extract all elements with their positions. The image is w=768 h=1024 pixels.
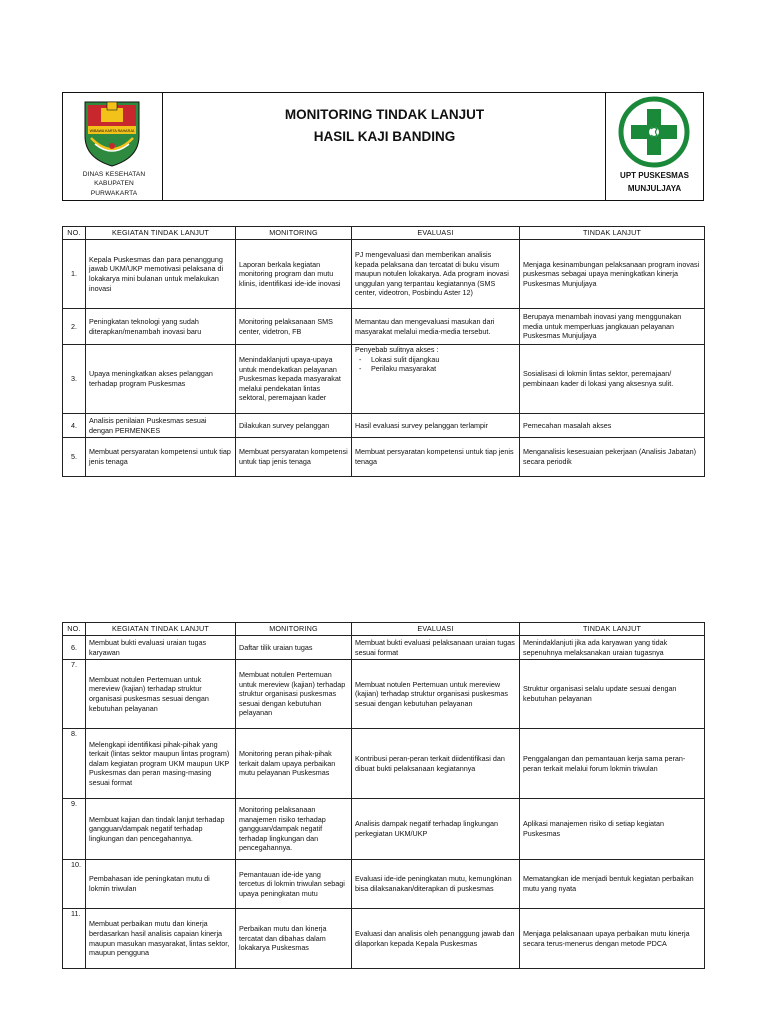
monitoring-table-1 <box>62 226 705 477</box>
table-row <box>63 438 705 477</box>
row-monitoring: Laporan berkala kegiatan monitoring program dan mutu klinis, identifikasi ide-ide inovasi <box>236 240 352 309</box>
row-kegiatan: Upaya meningkatkan akses pelanggan terhadap program Puskesmas <box>86 345 236 414</box>
monitoring-table-2 <box>62 622 705 969</box>
row-tindak: Pemecahan masalah akses <box>520 414 705 438</box>
puskesmas-cross-icon <box>618 96 690 168</box>
col-header-no: NO. <box>63 623 86 636</box>
table-header-row <box>63 227 705 240</box>
row-tindak: Mematangkan ide menjadi bentuk kegiatan perbaikan mutu yang nyata <box>520 860 705 909</box>
col-header-no: NO. <box>63 227 86 240</box>
row-kegiatan: Membuat kajian dan tindak lanjut terhadap gangguan/dampak negatif terhadap lingkungan dan pencegahannya. <box>86 799 236 860</box>
right-logo-box <box>605 93 703 200</box>
row-monitoring: Dilakukan survey pelanggan <box>236 414 352 438</box>
row-evaluasi: Evaluasi dan analisis oleh penanggung jawab dan dilaporkan kepada Kepala Puskesmas <box>352 909 520 969</box>
row-tindak: Aplikasi manajemen risiko di setiap kegiatan Puskesmas <box>520 799 705 860</box>
row-monitoring: Monitoring pelaksanaan SMS center, videtron, FB <box>236 309 352 345</box>
col-header-monitoring: MONITORING <box>236 227 352 240</box>
row-kegiatan: Peningkatan teknologi yang sudah diterapkan/menambah inovasi baru <box>86 309 236 345</box>
row-monitoring: Monitoring peran pihak-pihak terkait dalam upaya perbaikan mutu pelayanan Puskesmas <box>236 729 352 799</box>
row-no: 4. <box>63 414 86 438</box>
table-row <box>63 860 705 909</box>
row-no: 2. <box>63 309 86 345</box>
table-row <box>63 909 705 969</box>
title-area <box>162 93 607 200</box>
row-no: 1. <box>63 240 86 309</box>
list-item: - Perilaku masyarakat <box>355 364 516 374</box>
right-org-line: MUNJULJAYA <box>627 184 682 193</box>
row-evaluasi: Membuat notulen Pertemuan untuk mereview (kajian) terhadap struktur organisasi puskesmas sesuai dengan kebutuhan pelayanan <box>352 660 520 729</box>
row-no: 9. <box>63 799 86 860</box>
left-org-line: KABUPATEN <box>94 180 134 188</box>
row-evaluasi: Analisis dampak negatif terhadap lingkungan perkegiatan UKM/UKP <box>352 799 520 860</box>
row-monitoring: Perbaikan mutu dan kinerja tercatat dan dibahas dalam lokakarya Puskesmas <box>236 909 352 969</box>
row-evaluasi: Kontribusi peran-peran terkait diidentifikasi dan dibuat bukti pelaksanaan kegiatannya <box>352 729 520 799</box>
table-row <box>63 414 705 438</box>
row-tindak: Menjaga pelaksanaan upaya perbaikan mutu kinerja secara terus-menerus dengan metode PDCA <box>520 909 705 969</box>
row-tindak: Struktur organisasi selalu update sesuai dengan kebutuhan pelayanan <box>520 660 705 729</box>
evaluasi-intro: Penyebab sulitnya akses : <box>355 345 439 354</box>
col-header-monitoring: MONITORING <box>236 623 352 636</box>
row-monitoring: Menindaklanjuti upaya-upaya untuk mendekatkan pelayanan Puskesmas kepada masyarakat melalui pendekatan lintas sektoral, peremajaan kader <box>236 345 352 414</box>
row-kegiatan: Membuat perbaikan mutu dan kinerja berdasarkan hasil analisis capaian kinerja maupun masukan masyarakat, lintas sektor, maupun pengguna <box>86 909 236 969</box>
table-row <box>63 660 705 729</box>
row-no: 7. <box>63 660 86 729</box>
row-monitoring: Pemantauan ide-ide yang tercetus di lokmin triwulan sebagi upaya peningkatan mutu <box>236 860 352 909</box>
row-evaluasi: Membuat bukti evaluasi pelaksanaan uraian tugas sesuai format <box>352 636 520 660</box>
table-row <box>63 240 705 309</box>
page-subtitle: HASIL KAJI BANDING <box>313 129 456 144</box>
row-kegiatan: Analisis penilaian Puskesmas sesuai dengan PERMENKES <box>86 414 236 438</box>
row-monitoring: Monitoring pelaksanaan manajemen risiko terhadap gangguan/dampak negatif terhadap lingkungan dan pencegahannya. <box>236 799 352 860</box>
row-no: 10. <box>63 860 86 909</box>
left-org-caption <box>69 170 159 198</box>
row-no: 11. <box>63 909 86 969</box>
row-kegiatan: Pembahasan ide peningkatan mutu di lokmin triwulan <box>86 860 236 909</box>
left-org-line: DINAS KESEHATAN <box>82 171 146 178</box>
row-evaluasi: Evaluasi ide-ide peningkatan mutu, kemungkinan bisa dilaksanakan/diterapkan di puskesmas <box>352 860 520 909</box>
row-tindak: Menindaklanjuti jika ada karyawan yang tidak sepenuhnya melaksanakan uraian tugasnya <box>520 636 705 660</box>
row-tindak: Penggalangan dan pemantauan kerja sama peran-peran terkait melalui forum lokmin triwulan <box>520 729 705 799</box>
col-header-evaluasi: EVALUASI <box>352 227 520 240</box>
row-tindak: Berupaya menambah inovasi yang menggunakan media untuk memperluas jangkauan pelayanan Puskesmas Munjuljaya <box>520 309 705 345</box>
row-kegiatan: Membuat persyaratan kompetensi untuk tiap jenis tenaga <box>86 438 236 477</box>
table-row <box>63 345 705 414</box>
right-org-caption <box>606 169 703 195</box>
row-tindak: Menjaga kesinambungan pelaksanaan program inovasi puskesmas sebagai upaya meningkatkan kinerja Puskesmas Munjuljaya <box>520 240 705 309</box>
row-evaluasi: PJ mengevaluasi dan memberikan analisis kepada pelaksana dan tercatat di buku visum maupun notulen lokakarya. Ada program inovasi unggulan yang terpantau kegiatannya (SMS center, videotron, Posbindu Aster 12) <box>352 240 520 309</box>
row-evaluasi: Membuat persyaratan kompetensi untuk tiap jenis tenaga <box>352 438 520 477</box>
col-header-kegiatan: KEGIATAN TINDAK LANJUT <box>86 623 236 636</box>
row-evaluasi: Memantau dan mengevaluasi masukan dari masyarakat melalui media-media tersebut. <box>352 309 520 345</box>
row-tindak: Sosialisasi di lokmin lintas sektor, peremajaan/ pembinaan kader di lokasi yang aksesnya sulit. <box>520 345 705 414</box>
row-evaluasi: Hasil evaluasi survey pelanggan terlampir <box>352 414 520 438</box>
left-org-line: PURWAKARTA <box>90 189 138 197</box>
row-no: 3. <box>63 345 86 414</box>
row-no: 5. <box>63 438 86 477</box>
page-title: MONITORING TINDAK LANJUT <box>284 107 485 122</box>
table-row <box>63 309 705 345</box>
left-logo-box <box>63 93 163 200</box>
row-kegiatan: Kepala Puskesmas dan para penanggung jawab UKM/UKP memotivasi pelaksana di lokakarya mini bulanan untuk melakukan inovasi <box>86 240 236 309</box>
document-header <box>62 92 704 201</box>
right-org-line: UPT PUSKESMAS <box>620 171 689 180</box>
row-kegiatan: Membuat bukti evaluasi uraian tugas karyawan <box>86 636 236 660</box>
row-no: 6. <box>63 636 86 660</box>
row-kegiatan: Melengkapi identifikasi pihak-pihak yang terkait (lintas sektor maupun lintas program) dalam kegiatan program UKM maupun UKP Puskesmas dan peran masing-masing sesuai format <box>86 729 236 799</box>
row-monitoring: Daftar tilik uraian tugas <box>236 636 352 660</box>
table-row <box>63 799 705 860</box>
logo-motto: WIBAWA KARTA RAHARJA <box>89 129 135 133</box>
col-header-evaluasi: EVALUASI <box>352 623 520 636</box>
table-row <box>63 636 705 660</box>
row-no: 8. <box>63 729 86 799</box>
table-row <box>63 729 705 799</box>
purwakarta-emblem-icon <box>77 96 147 168</box>
evaluasi-list <box>355 355 516 374</box>
list-item: - Lokasi sulit dijangkau <box>355 355 516 365</box>
table-header-row <box>63 623 705 636</box>
col-header-kegiatan: KEGIATAN TINDAK LANJUT <box>86 227 236 240</box>
row-kegiatan: Membuat notulen Pertemuan untuk mereview (kajian) terhadap struktur organisasi puskesmas sesuai dengan kebutuhan pelayanan <box>86 660 236 729</box>
row-monitoring: Membuat notulen Pertemuan untuk mereview (kajian) terhadap struktur organisasi puskesmas sesuai dengan kebutuhan pelayanan <box>236 660 352 729</box>
col-header-tindak: TINDAK LANJUT <box>520 623 705 636</box>
row-tindak: Menganalisis kesesuaian pekerjaan (Analisis Jabatan) secara periodik <box>520 438 705 477</box>
col-header-tindak: TINDAK LANJUT <box>520 227 705 240</box>
row-monitoring: Membuat persyaratan kompetensi untuk tiap jenis tenaga <box>236 438 352 477</box>
row-evaluasi <box>352 345 520 414</box>
